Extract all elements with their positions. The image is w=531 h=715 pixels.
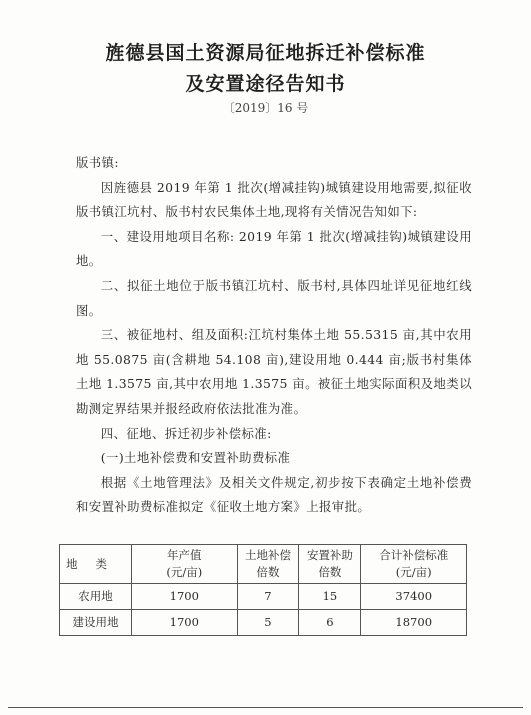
sub-item-fee-text: 根据《土地管理法》及相关文件规定,初步按下表确定土地补偿费和安置补助费标准拟定《征收土地方案》上报审批。: [76, 474, 472, 515]
sub-item-fee-heading: (一)土地补偿费和安置补助费标准: [100, 450, 291, 466]
page-bottom-rule: [8, 707, 523, 708]
cell-type: 建设用地: [60, 610, 132, 636]
table-header-row: [60, 545, 467, 584]
cell-total: 37400: [361, 584, 467, 610]
notice-body: [76, 151, 472, 520]
table-row: [60, 610, 467, 636]
cell-placement: 15: [299, 584, 361, 610]
table-row: [60, 584, 467, 610]
cell-output: 1700: [132, 584, 237, 610]
title-line-2: 及安置途径告知书: [185, 73, 346, 95]
item-project-name: 一、建设用地项目名称: 2019 年第 1 批次(增减挂钩)城镇建设用地。: [76, 228, 472, 269]
header-annual-output: 年产值 (元/亩): [132, 545, 237, 584]
cell-placement: 6: [299, 610, 361, 636]
item-compensation-heading: 四、征地、拆迁初步补偿标准:: [100, 425, 272, 441]
document-number: 〔2019〕16 号: [222, 101, 309, 115]
header-land-multiple: 土地补偿 倍数: [237, 545, 299, 584]
cell-land: 5: [237, 610, 299, 636]
cell-type: 农用地: [60, 584, 132, 610]
salutation: 版书镇:: [76, 155, 119, 170]
header-placement-multiple: 安置补助 倍数: [299, 545, 361, 584]
item-area: 三、被征地村、组及面积:江坑村集体土地 55.5315 亩,其中农用地 55.0875 亩(含耕地 54.108 亩),建设用地 0.444 亩;版书村集体土地 1.3575 亩,其中农用地 1.3575 亩。被征土地实际面积及地类以勘测定界结果并报经政府依法批准为准。: [76, 327, 472, 416]
cell-land: 7: [237, 584, 299, 610]
cell-output: 1700: [132, 610, 237, 636]
cell-total: 18700: [361, 610, 467, 636]
title-line-1: 旌德县国土资源局征地拆迁补偿标准: [105, 42, 426, 64]
header-land-type: 地类: [60, 545, 132, 584]
intro-paragraph: 因旌德县 2019 年第 1 批次(增减挂钩)城镇建设用地需要,拟征收版书镇江坑村、版书村农民集体土地,现将有关情况告知如下:: [76, 179, 472, 220]
item-location: 二、拟征土地位于版书镇江坑村、版书村,具体四址详见征地红线图。: [76, 277, 472, 318]
compensation-table: [59, 544, 467, 636]
header-total-standard: 合计补偿标准 (元/亩): [361, 545, 467, 584]
